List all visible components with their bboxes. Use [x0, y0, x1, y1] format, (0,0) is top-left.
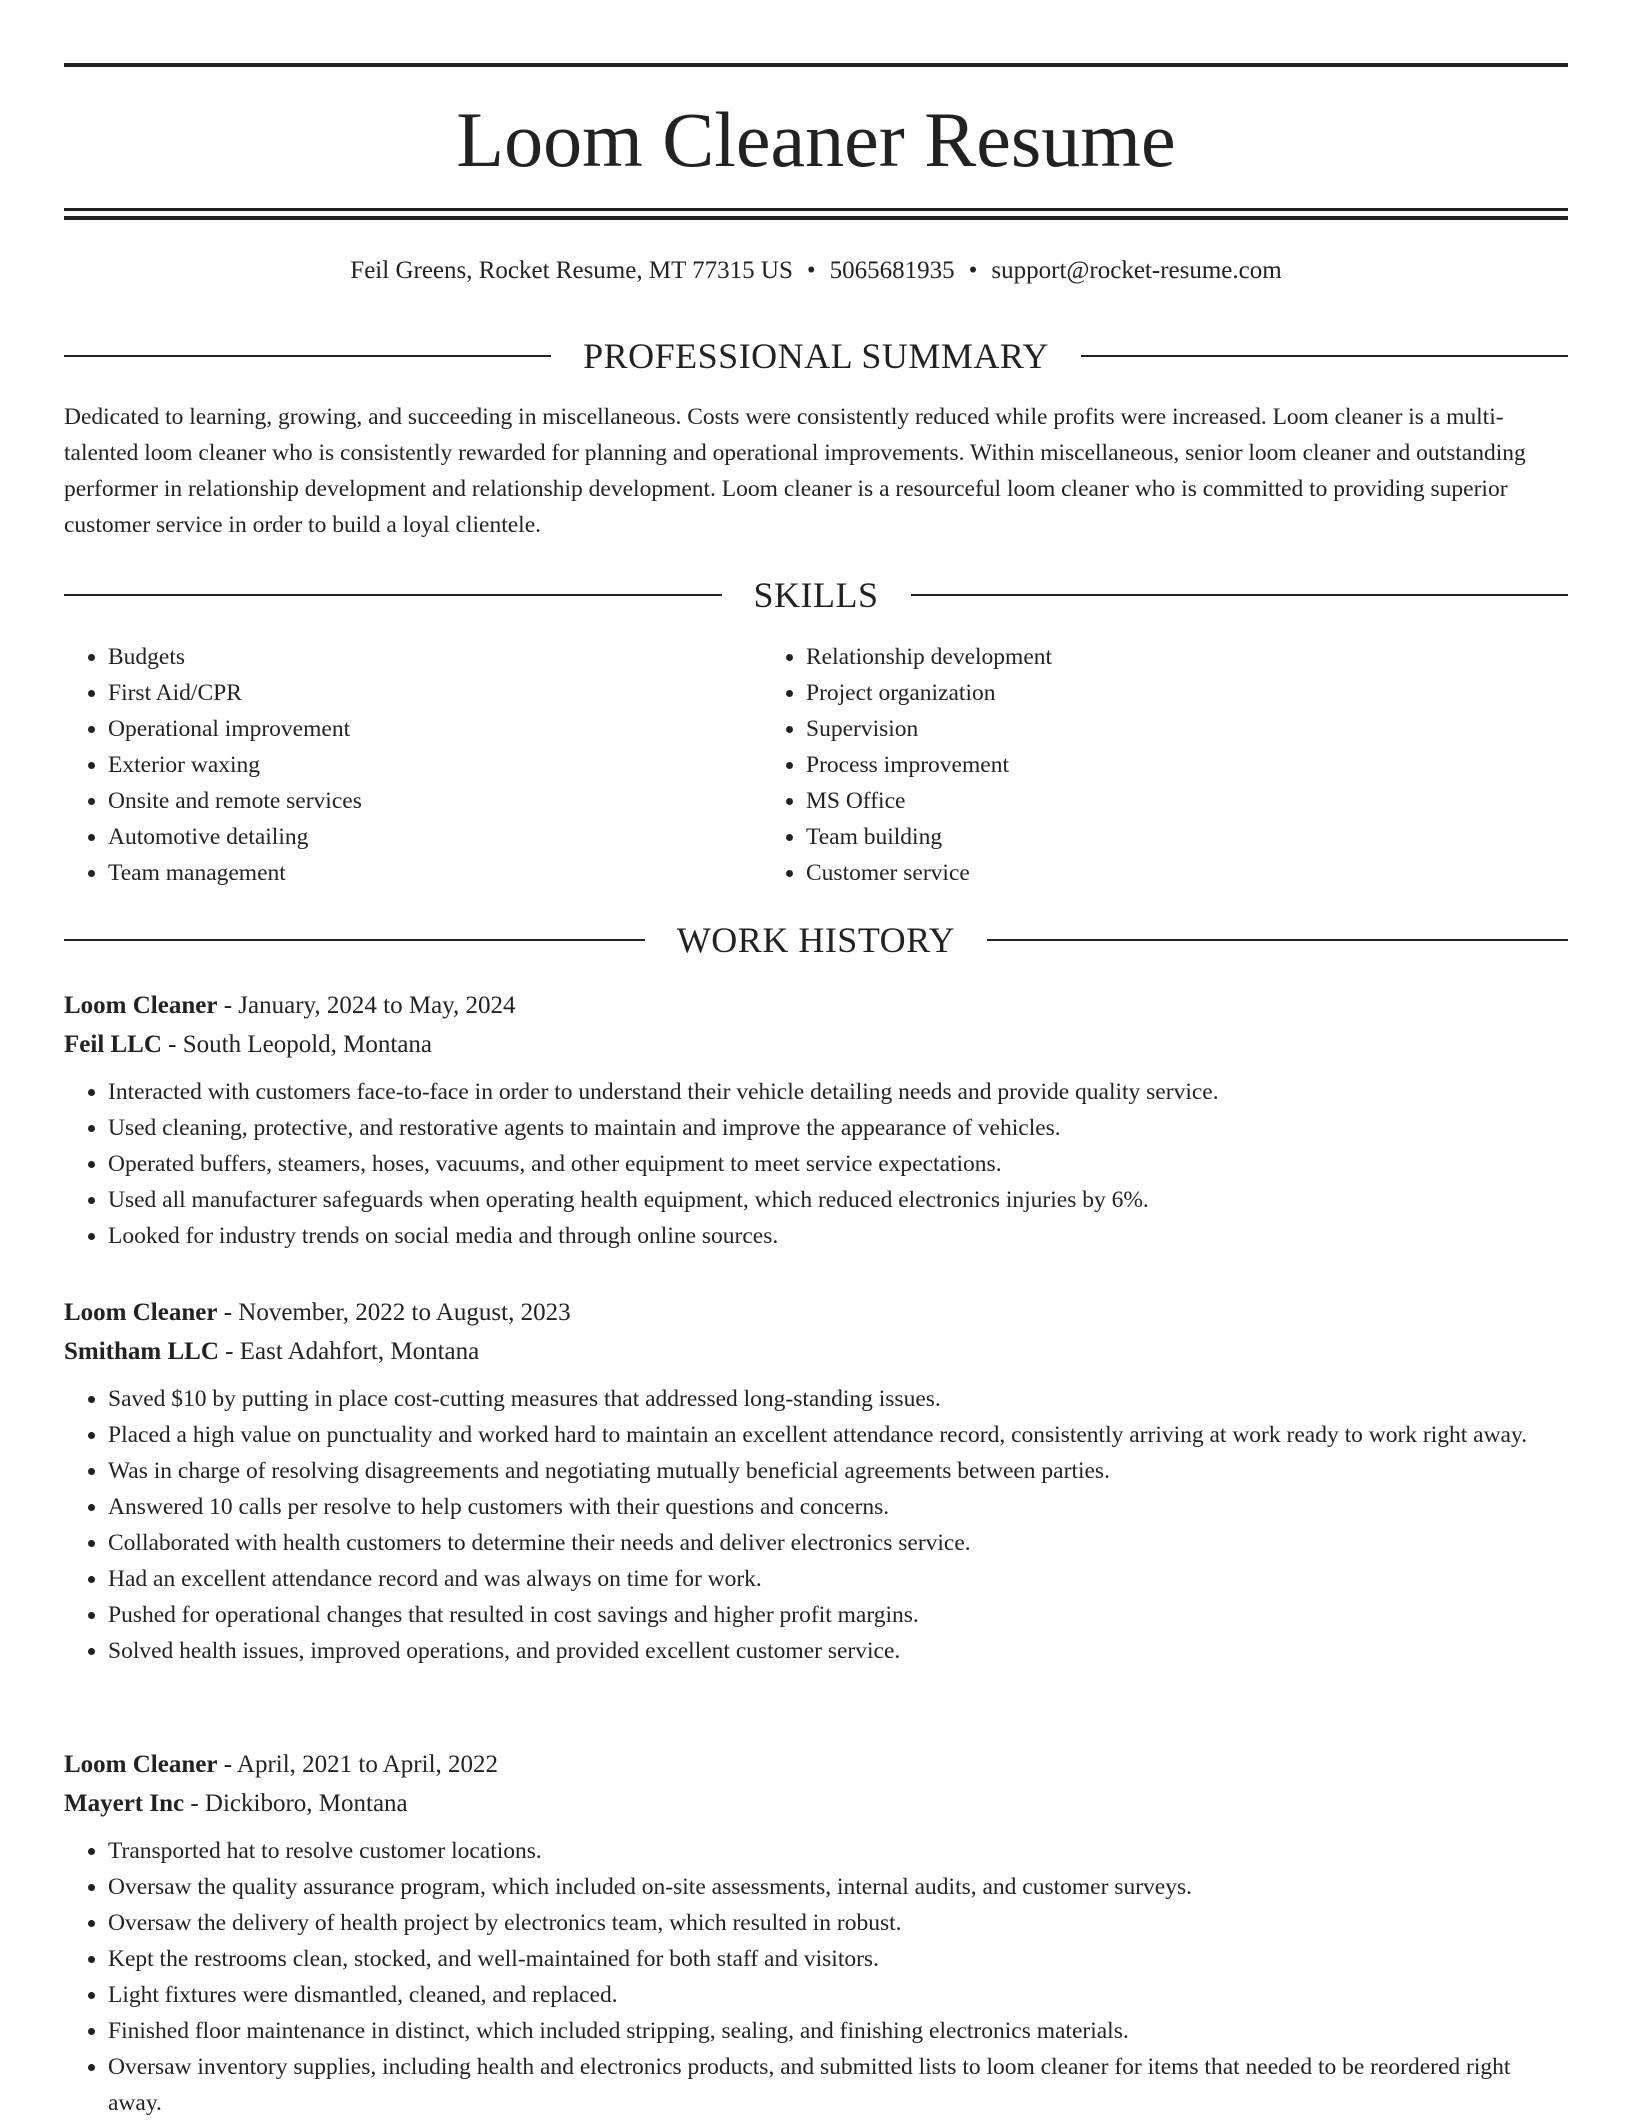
- job-title: Loom Cleaner: [64, 1751, 218, 1778]
- contact-separator: •: [806, 257, 816, 284]
- job-bullet: • Was in charge of resolving disagreements and negotiating mutually beneficial agreements between parties.: [108, 1453, 1568, 1489]
- skill-item: • Team management: [108, 855, 762, 891]
- resume-title: Loom Cleaner Resume: [456, 96, 1176, 183]
- job-entry: [64, 1745, 1568, 2121]
- job-title: Loom Cleaner: [64, 1299, 218, 1326]
- skill-item: • Process improvement: [806, 747, 1460, 783]
- job-bullet: • Finished floor maintenance in distinct, which included stripping, sealing, and finishing electronics materials.: [108, 2013, 1568, 2049]
- section-title-summary: PROFESSIONAL SUMMARY: [583, 336, 1049, 376]
- job-bullet: • Oversaw the quality assurance program, which included on-site assessments, internal audits, and customer surveys.: [108, 1869, 1568, 1905]
- title-rule-thick: [64, 216, 1568, 220]
- job-bullet: • Looked for industry trends on social media and through online sources.: [108, 1218, 1568, 1254]
- job-company-row: Feil LLC - South Leopold, Montana: [64, 1031, 433, 1058]
- job-entry: [64, 1293, 1568, 1669]
- job-bullet: • Collaborated with health customers to determine their needs and deliver electronics service.: [108, 1525, 1568, 1561]
- job-title: Loom Cleaner: [64, 992, 218, 1019]
- job-bullet: • Saved $10 by putting in place cost-cutting measures that addressed long-standing issues.: [108, 1381, 1568, 1417]
- skill-item: • MS Office: [806, 783, 1460, 819]
- job-company: Smitham LLC: [64, 1338, 219, 1365]
- job-bullet: • Oversaw inventory supplies, including health and electronics products, and submitted lists to loom cleaner for items that needed to be reordered right away.: [108, 2049, 1568, 2121]
- job-title-row: Loom Cleaner - April, 2021 to April, 2022: [64, 1751, 499, 1778]
- section-rule-left: [64, 939, 645, 941]
- job-company: Mayert Inc: [64, 1790, 185, 1817]
- contact-phone: 5065681935: [829, 257, 955, 284]
- job-bullet: • Kept the restrooms clean, stocked, and well-maintained for both staff and visitors.: [108, 1941, 1568, 1977]
- job-bullet: • Had an excellent attendance record and was always on time for work.: [108, 1561, 1568, 1597]
- skills-column-right: [762, 639, 1460, 891]
- job-company-row: Smitham LLC - East Adahfort, Montana: [64, 1338, 480, 1365]
- section-header-skills: [64, 573, 1568, 617]
- job-location: East Adahfort, Montana: [239, 1338, 480, 1365]
- job-bullet: • Used cleaning, protective, and restorative agents to maintain and improve the appearance of vehicles.: [108, 1110, 1568, 1146]
- job-dates: November, 2022 to August, 2023: [238, 1299, 571, 1326]
- contact-separator: •: [968, 257, 978, 284]
- job-dates: April, 2021 to April, 2022: [236, 1751, 499, 1778]
- job-company-row: Mayert Inc - Dickiboro, Montana: [64, 1790, 408, 1817]
- section-title-work: WORK HISTORY: [676, 920, 956, 960]
- job-dates: January, 2024 to May, 2024: [238, 992, 516, 1019]
- section-header-summary: [64, 334, 1568, 378]
- job-bullet: • Interacted with customers face-to-face in order to understand their vehicle detailing needs and provide quality service.: [108, 1074, 1568, 1110]
- section-rule-right: [987, 939, 1568, 941]
- skills-list: [64, 639, 1568, 891]
- skill-item: • Relationship development: [806, 639, 1460, 675]
- job-bullet: • Transported hat to resolve customer locations.: [108, 1833, 1568, 1869]
- contact-address: Feil Greens, Rocket Resume, MT 77315 US: [350, 257, 793, 284]
- skill-item: • Project organization: [806, 675, 1460, 711]
- job-title-row: Loom Cleaner - January, 2024 to May, 2024: [64, 992, 516, 1019]
- job-location: South Leopold, Montana: [182, 1031, 433, 1058]
- title-rule-thin: [64, 208, 1568, 211]
- job-bullets: [64, 1074, 1568, 1254]
- skill-item: • Automotive detailing: [108, 819, 762, 855]
- skill-item: • Onsite and remote services: [108, 783, 762, 819]
- job-title-row: Loom Cleaner - November, 2022 to August, 2023: [64, 1299, 571, 1326]
- job-bullets: [64, 1381, 1568, 1669]
- skill-item: • Supervision: [806, 711, 1460, 747]
- contact-line: [64, 254, 1568, 288]
- skill-item: • Customer service: [806, 855, 1460, 891]
- section-title-skills: SKILLS: [753, 575, 879, 615]
- job-bullet: • Pushed for operational changes that resulted in cost savings and higher profit margins.: [108, 1597, 1568, 1633]
- job-bullet: • Solved health issues, improved operations, and provided excellent customer service.: [108, 1633, 1568, 1669]
- skill-item: • Operational improvement: [108, 711, 762, 747]
- skills-column-left: [64, 639, 762, 891]
- job-bullet: • Light fixtures were dismantled, cleaned, and replaced.: [108, 1977, 1568, 2013]
- section-rule-right: [911, 594, 1569, 596]
- summary-text: Dedicated to learning, growing, and succeeding in miscellaneous. Costs were consistently reduced while profits were increased. Loom cleaner is a multi-talented loom cleaner who is consistently rewarded for planning and operational improvements. Within miscellaneous, senior loom cleaner and outstanding performer in relationship development and relationship development. Loom cleaner is a resourceful loom cleaner who is committed to providing superior customer service in order to build a loyal clientele.: [64, 404, 1526, 538]
- job-bullet: • Placed a high value on punctuality and worked hard to maintain an excellent attendance record, consistently arriving at work ready to work right away.: [108, 1417, 1568, 1453]
- job-bullet: • Used all manufacturer safeguards when operating health equipment, which reduced electronics injuries by 6%.: [108, 1182, 1568, 1218]
- top-rule: [64, 63, 1568, 67]
- job-bullet: • Operated buffers, steamers, hoses, vacuums, and other equipment to meet service expectations.: [108, 1146, 1568, 1182]
- job-entry: [64, 986, 1568, 1254]
- skill-item: • Budgets: [108, 639, 762, 675]
- skill-item: • First Aid/CPR: [108, 675, 762, 711]
- section-rule-left: [64, 594, 722, 596]
- job-bullet: • Answered 10 calls per resolve to help customers with their questions and concerns.: [108, 1489, 1568, 1525]
- section-rule-right: [1081, 355, 1568, 357]
- skill-item: • Team building: [806, 819, 1460, 855]
- skill-item: • Exterior waxing: [108, 747, 762, 783]
- job-bullets: [64, 1833, 1568, 2121]
- section-header-work: [64, 918, 1568, 962]
- job-bullet: • Oversaw the delivery of health project by electronics team, which resulted in robust.: [108, 1905, 1568, 1941]
- job-company: Feil LLC: [64, 1031, 162, 1058]
- job-location: Dickiboro, Montana: [204, 1790, 408, 1817]
- section-rule-left: [64, 355, 551, 357]
- contact-email: support@rocket-resume.com: [991, 257, 1282, 284]
